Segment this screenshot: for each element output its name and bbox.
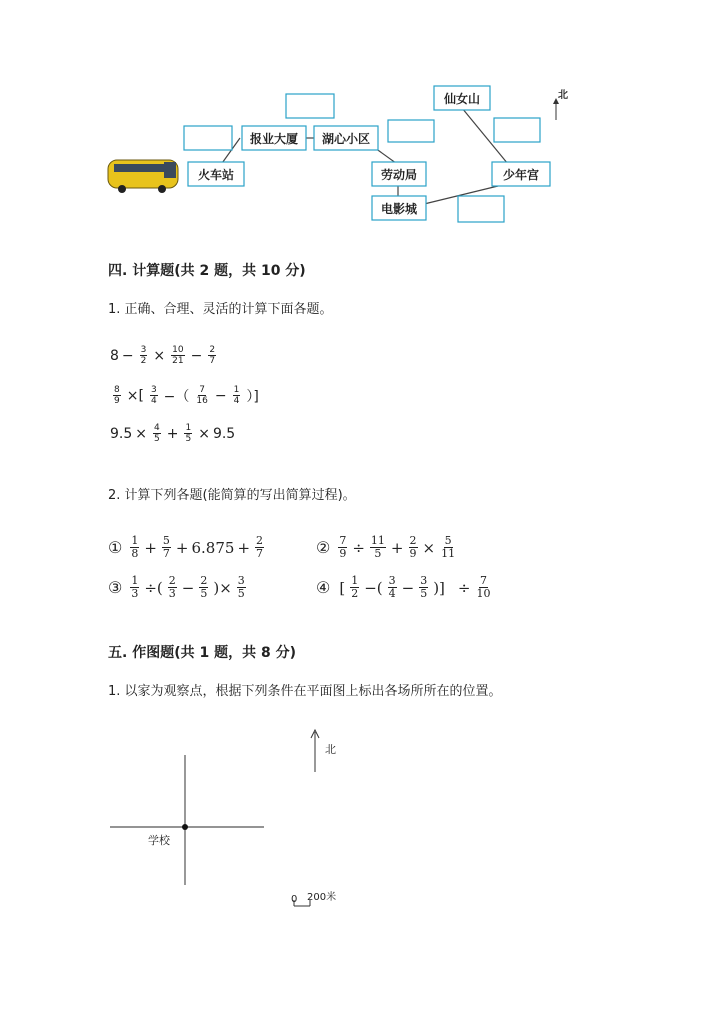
expr3-fraction-1: $\frac{4}{5}$: [154, 423, 160, 444]
scale-zero: 0: [291, 894, 298, 905]
blank-box-4[interactable]: [494, 118, 540, 142]
label-youth-palace: 少年宫: [502, 168, 540, 182]
label-xiannv-mountain: 仙女山: [443, 92, 481, 106]
expr2-fraction-4: $\frac{1}{4}$: [233, 385, 240, 406]
problem-4-label: ④: [316, 578, 331, 597]
problem-1-decimal: 6.875: [191, 538, 235, 557]
expr1-fraction-2: $\frac{10}{21}$: [172, 345, 184, 366]
label-newspaper-building: 报业大厦: [249, 132, 299, 146]
q1-prompt: 1. 正确、合理、灵活的计算下面各题。: [108, 302, 333, 317]
scale-bar: [291, 890, 336, 906]
expr1-fraction-3: $\frac{2}{7}$: [209, 345, 216, 366]
section5-q1-prompt: 1. 以家为观察点，根据下列条件在平面图上标出各场所所在的位置。: [108, 684, 502, 699]
problem-4: ④ [ $\frac{1}{2}$ −( $\frac{3}{4}$ − $\frac{3}{5}$ )] ÷ $\frac{7}{10}$: [316, 574, 491, 600]
expr1-fraction-1: $\frac{3}{2}$: [140, 345, 147, 366]
expr2-fraction-1: $\frac{8}{9}$: [114, 385, 120, 406]
problem-3-label: ③: [108, 578, 123, 597]
expr1-a: 8: [110, 347, 119, 364]
section4-title: 四. 计算题(共 2 题，共 10 分): [108, 263, 306, 279]
route-lines: [220, 108, 508, 205]
problem-1: ① $\frac{1}{8}$ + $\frac{5}{7}$ + 6.875 + $\frac{2}{7}$: [108, 534, 264, 560]
blank-box-1[interactable]: [286, 94, 334, 118]
plan-diagram: [100, 720, 360, 920]
scale-label: 200米: [307, 892, 337, 903]
expression-3: 9.5 × $\frac{4}{5}$ + $\frac{1}{5}$ × 9.5: [110, 423, 236, 444]
north-arrow-icon-2: [311, 730, 336, 772]
label-lakeside: 湖心小区: [321, 132, 371, 146]
expression-1: 8 − $\frac{3}{2}$ × $\frac{10}{21}$ − $\frac{2}{7}$: [110, 345, 216, 366]
blank-box-2[interactable]: [184, 126, 232, 150]
expr2-fraction-3: $\frac{7}{16}$: [196, 385, 208, 406]
expr3-a: 9.5: [110, 425, 133, 442]
problem-2-label: ②: [316, 538, 331, 557]
blank-box-3[interactable]: [388, 120, 434, 142]
q2-prompt: 2. 计算下列各题(能简算的写出简算过程)。: [108, 488, 356, 503]
problem-3: ③ $\frac{1}{3}$ ÷( $\frac{2}{3}$ − $\frac{2}{5}$ )× $\frac{3}{5}$: [108, 574, 245, 600]
label-cinema: 电影城: [380, 202, 418, 216]
north-label-2: 北: [325, 743, 336, 756]
north-arrow-icon: [553, 89, 568, 120]
expr3-b: 9.5: [212, 425, 236, 442]
route-map: [100, 80, 580, 230]
school-label: 学校: [148, 834, 170, 847]
label-labor-bureau: 劳动局: [380, 168, 418, 182]
label-train-station: 火车站: [197, 168, 235, 182]
section5-title: 五. 作图题(共 1 题，共 8 分): [108, 645, 296, 661]
bus-icon: [108, 160, 178, 193]
expr3-fraction-2: $\frac{1}{5}$: [185, 423, 192, 444]
expression-2: $\frac{8}{9}$ ×[ $\frac{3}{4}$ −（ $\frac{7}{16}$ − $\frac{1}{4}$ ）]: [114, 385, 259, 406]
north-label: 北: [558, 90, 568, 101]
blank-box-5[interactable]: [458, 196, 504, 222]
problem-1-label: ①: [108, 538, 123, 557]
problem-2: ② $\frac{7}{9}$ ÷ $\frac{11}{5}$ + $\frac{2}{9}$ × $\frac{5}{11}$: [316, 534, 456, 560]
expr2-fraction-2: $\frac{3}{4}$: [150, 385, 157, 406]
home-point: [182, 824, 188, 830]
